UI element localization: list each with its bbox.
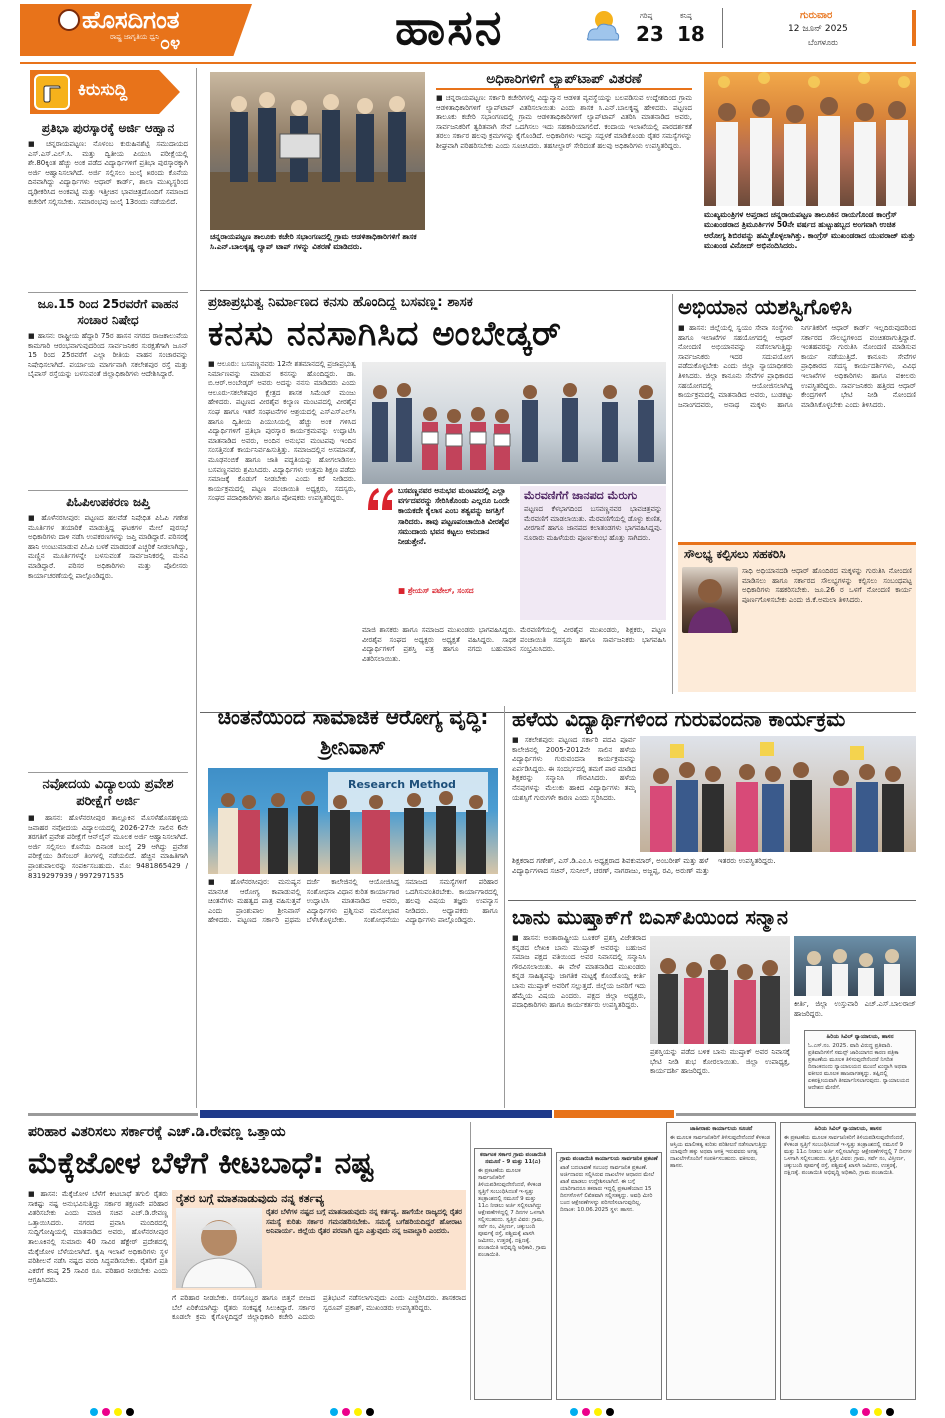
reg-dot (606, 1408, 614, 1416)
gurvandana-body: ■ ಸಕಲೇಶಪುರ: ಪಟ್ಟಣದ ಸರ್ಕಾರಿ ಪದವಿ ಪೂರ್ವ ಕಾಲೇಜಿನಲ್ಲಿ 2005-2012ನೇ ಸಾಲಿನ ಹಳೆಯ ವಿದ್ಯಾರ್ಥಿಗಳು ಗುರುವಂದನಾ ಕಾರ್ಯಕ್ರಮವನ್ನು ಏರ್ಪಡಿಸಿದ್ದರು. ಈ ಸಂದರ್ಭದಲ್ಲಿ ತಮಗೆ ಪಾಠ ಮಾಡಿದ ಶಿಕ್ಷಕರನ್ನು ಸನ್ಮಾನಿಸಿ ಗೌರವಿಸಿದರು. ಹಳೆಯ ನೆನಪುಗಳನ್ನು ಮೆಲುಕು ಹಾಕಿದ ವಿದ್ಯಾರ್ಥಿಗಳು ತಮ್ಮ ಯಶಸ್ಸಿಗೆ ಗುರುಗಳೇ ಕಾರಣ ಎಂದು ಸ್ಮರಿಸಿದರು. (512, 736, 636, 802)
brief-title: ಜೂ.15 ರಿಂದ 25ರವರೆಗೆ ವಾಹನ ಸಂಚಾರ ನಿಷೇಧ (37, 297, 179, 327)
registration-marks (330, 1408, 390, 1418)
reg-dot (874, 1408, 882, 1416)
official-photo (682, 567, 738, 633)
gurvandana-photo (640, 736, 916, 852)
ad-body: ಖಾತೆ ಬದಲಾವಣೆ ಸಂಬಂಧ ಸಾರ್ವಜನಿಕ ಪ್ರಕಟಣೆ. ಅರ್ಜಿದಾರರು ಸಲ್ಲಿಸಿರುವ ದಾಖಲೆಗಳ ಆಧಾರದ ಮೇಲೆ ಖಾತೆ ಮಾಡಲು ಉದ್ದೇಶಿಸಲಾಗಿದೆ. ಈ ಬಗ್ಗೆ ಯಾರಿಗಾದರೂ ತಕರಾರು ಇದ್ದಲ್ಲಿ ಪ್ರಕಟಣೆಯಾದ 15 ದಿನಗಳೊಳಗೆ ಲಿಖಿತವಾಗಿ ಸಲ್ಲಿಸತಕ್ಕದ್ದು. ಅವಧಿ ಮೀರಿ ಬಂದ ಆಕ್ಷೇಪಣೆಗಳನ್ನು ಪರಿಗಣಿಸಲಾಗುವುದಿಲ್ಲ. ದಿನಾಂಕ: 10.06.2025 ಸ್ಥಳ: ಹಾಸನ. (560, 1165, 655, 1213)
registration-marks (90, 1408, 150, 1418)
gurvandana-title: ಹಳೆಯ ವಿದ್ಯಾರ್ಥಿಗಳಿಂದ ಗುರುವಂದನಾ ಕಾರ್ಯಕ್ರಮ (512, 707, 846, 731)
edition-title: ಹಾಸನ (395, 0, 504, 56)
gurvandana-caption: ಶಿಕ್ಷಕರಾದ ಗಣೇಶ್, ಎಸ್.ಡಿ.ಎಂ.ಸಿ ಅಧ್ಯಕ್ಷರಾದ ಶಿವಕುಮಾರ್, ಅಂಬರೀಶ್ ಮತ್ತು ಹಳೆ ವಿದ್ಯಾರ್ಥಿಗಳಾದ ಸಚಿನ್, ಸುನೀಲ್, ಚರಣ್, ನಾಗರಾಜು, ಅಜ್ಜಪ್ಪ, ರವಿ, ಅರುಣ್ ಮತ್ತು ಇತರರು ಉಪಸ್ಥಿತರಿದ್ದರು. (512, 856, 776, 875)
band-segment (676, 1113, 916, 1116)
day-label: ಗುರುವಾರ (800, 10, 833, 21)
ad-title: ಹಿರಿಯ ಸಿವಿಲ್ ನ್ಯಾಯಾಲಯ, ಹಾಸನ (826, 1034, 894, 1040)
brief-body: ■ ಹಾಸನ: ಹೊಳೆನರಸೀಪುರ ತಾಲ್ಲೂಕಿನ ಮೊಸಳೆಹೊಸಹಳ್ಳಿಯ ಜವಾಹರ ನವೋದಯ ವಿದ್ಯಾಲಯದಲ್ಲಿ 2026-27ನೇ ಸಾಲಿನ 6ನೇ ತರಗತಿಗೆ ಪ್ರವೇಶ ಪರೀಕ್ಷೆಗೆ ಆನ್‌ಲೈನ್ ಮೂಲಕ ಅರ್ಜಿ ಆಹ್ವಾನಿಸಲಾಗಿದೆ. ಅರ್ಜಿ ಸಲ್ಲಿಸಲು ಕೊನೆಯ ದಿನಾಂಕ ಜುಲೈ 29 ಆಗಿದ್ದು ಪ್ರವೇಶ ಪರೀಕ್ಷೆಯು ಡಿಸೆಂಬರ್ ತಿಂಗಳಲ್ಲಿ ನಡೆಯಲಿದೆ. ಹೆಚ್ಚಿನ ಮಾಹಿತಿಗಾಗಿ ಪ್ರಾಂಶುಪಾಲರನ್ನು ಸಂಪರ್ಕಿಸಬಹುದು. ಮೊ: 9481865429 / 8319297939 / 9972971535 (28, 814, 188, 880)
temp-min: 18 (677, 22, 705, 46)
band-segment (28, 1113, 198, 1116)
reg-dot (330, 1408, 338, 1416)
temp-max-label: ಗರಿಷ್ಠ (640, 12, 653, 20)
birthday-photo (704, 72, 916, 206)
reg-dot (90, 1408, 98, 1416)
abhiyana-box (678, 542, 916, 692)
revanna-body: ■ ಹಾಸನ: ಮೆಕ್ಕೆಜೋಳ ಬೆಳೆಗೆ ಕೀಟಬಾಧೆ ತಗುಲಿ ರೈತರು ಸಾಕಷ್ಟು ನಷ್ಟ ಅನುಭವಿಸುತ್ತಿದ್ದು ಸರ್ಕಾರ ತಕ್ಷಣವೇ ಪರಿಹಾರ ವಿತರಿಸಬೇಕು ಎಂದು ಮಾಜಿ ಸಚಿವ ಎಚ್.ಡಿ.ರೇವಣ್ಣ ಒತ್ತಾಯಿಸಿದರು. ನಗರದ ಪ್ರವಾಸಿ ಮಂದಿರದಲ್ಲಿ ಸುದ್ದಿಗೋಷ್ಠಿಯಲ್ಲಿ ಮಾತನಾಡಿದ ಅವರು, ಹೊಳೆನರಸೀಪುರ ತಾಲೂಕಿನಲ್ಲಿ ಸುಮಾರು 40 ಸಾವಿರ ಹೆಕ್ಟೇರ್ ಪ್ರದೇಶದಲ್ಲಿ ಮೆಕ್ಕೆಜೋಳ ಬೆಳೆಯಲಾಗಿದೆ. ಕೃಷಿ ಇಲಾಖೆ ಅಧಿಕಾರಿಗಳು ಸ್ಥಳ ಪರಿಶೀಲನೆ ನಡೆಸಿ ನಷ್ಟದ ವರದಿ ಸಿದ್ಧಪಡಿಸಬೇಕು. ರೈತರಿಗೆ ಪ್ರತಿ ಎಕರೆಗೆ ಕನಿಷ್ಠ 25 ಸಾವಿರ ರೂ. ಪರಿಹಾರ ನೀಡಬೇಕು ಎಂದು ಆಗ್ರಹಿಸಿದರು. (28, 1190, 168, 1285)
banu-body-2: ಪ್ರಶಸ್ತಿಯನ್ನು ಪಡೆದ ಬಳಿಕ ಬಾನು ಮುಷ್ತಾಕ್ ಅವರ ನಿವಾಸಕ್ಕೆ ಭೇಟಿ ನೀಡಿ ಶುಭ ಕೋರಲಾಯಿತು. ಜಿಲ್ಲಾ ಉಪಾಧ್ಯಕ್ಷ, ಕಾರ್ಯದರ್ಶಿ ಹಾಜರಿದ್ದರು. (650, 1048, 790, 1076)
brief-1 (28, 120, 188, 294)
reg-dot (126, 1408, 134, 1416)
brief-3 (28, 494, 188, 774)
classified-ad (474, 1148, 552, 1400)
reg-dot (354, 1408, 362, 1416)
classified-ad (556, 1152, 662, 1400)
ad-body: ಈ ಮೂಲಕ ಸಾರ್ವಜನಿಕರಿಗೆ ತಿಳಿಸುವುದೇನೆಂದರೆ ಕೆಳಕಂಡ ಆಸ್ತಿಯ ಮಾಲೀಕತ್ವ ಕುರಿತು ಪರಿಶೀಲನೆ ನಡೆಸಲಾಗುತ್ತಿದ್ದು ಯಾವುದೇ ಹಕ್ಕು ಅಥವಾ ಆಸಕ್ತಿ ಇರುವವರು ಅಗತ್ಯ ದಾಖಲೆಗಳೊಂದಿಗೆ ಸಂಪರ್ಕಿಸಬಹುದು. ವಕೀಲರು, ಹಾಸನ. (670, 1135, 771, 1169)
column-rule (672, 294, 673, 694)
band-segment (554, 1110, 674, 1118)
revanna-body-2: ಗೆ ಪರಿಹಾರ ನೀಡಬೇಕು. ರಸಗೊಬ್ಬರ ಹಾಗೂ ಬಿತ್ತನೆ ಬೀಜದ ಬೆಲೆ ಏರಿಕೆಯಾಗಿದ್ದು ರೈತರು ಸಂಕಷ್ಟಕ್ಕೆ ಸಿಲುಕಿದ್ದಾರೆ. ಸರ್ಕಾರ ಕೂಡಲೇ ಕ್ರಮ ಕೈಗೊಳ್ಳದಿದ್ದರೆ ಜಿಲ್ಲಾಧಿಕಾರಿ ಕಚೇರಿ ಎದುರು ಪ್ರತಿಭಟನೆ ನಡೆಸಲಾಗುವುದು ಎಂದು ಎಚ್ಚರಿಸಿದರು. ಶಾಸಕರಾದ ಸ್ವರೂಪ್ ಪ್ರಕಾಶ್, ಮುಖಂಡರು ಉಪಸ್ಥಿತರಿದ್ದರು. (172, 1294, 466, 1322)
page-number: ೦೪ (160, 33, 181, 54)
abhiyana-body: ■ ಹಾಸನ: ಜಿಲ್ಲೆಯಲ್ಲಿ ಸ್ವಯಂ ಸೇವಾ ಸಂಸ್ಥೆಗಳು ಹಾಗೂ ಇಲಾಖೆಗಳ ಸಹಯೋಗದಲ್ಲಿ ಆಧಾರ್ ನೋಂದಣಿ ಅಭಿಯಾನವನ್ನು ನಡೆಸಲಾಗುತ್ತಿದ್ದು ಸಾರ್ವಜನಿಕರು ಇದರ ಸದುಪಯೋಗ ಪಡೆದುಕೊಳ್ಳಬೇಕು ಎಂದು ಜಿಲ್ಲಾ ನ್ಯಾಯಾಧೀಶರು ತಿಳಿಸಿದರು. ಜಿಲ್ಲಾ ಕಾನೂನು ಸೇವೆಗಳ ಪ್ರಾಧಿಕಾರದ ಸಹಯೋಗದಲ್ಲಿ ಆಯೋಜಿಸಲಾಗಿದ್ದ ಕಾರ್ಯಕ್ರಮದಲ್ಲಿ ಮಾತನಾಡಿದ ಅವರು, ಬುಡಕಟ್ಟು ಜನಾಂಗದವರು, ಅನಾಥ ಮಕ್ಕಳು ಹಾಗೂ ನಿರ್ಗತಿಕರಿಗೆ ಆಧಾರ್ ಕಾರ್ಡ್ ಇಲ್ಲದಿರುವುದರಿಂದ ಸರ್ಕಾರದ ಸೌಲಭ್ಯಗಳಿಂದ ವಂಚಿತರಾಗುತ್ತಿದ್ದಾರೆ. ಇಂತಹವರನ್ನು ಗುರುತಿಸಿ ನೋಂದಣಿ ಮಾಡಿಸುವ ಕಾರ್ಯ ನಡೆಯುತ್ತಿದೆ. ಕಾನೂನು ಸೇವೆಗಳ ಪ್ರಾಧಿಕಾರದ ಸದಸ್ಯ ಕಾರ್ಯದರ್ಶಿಗಳು, ವಿವಿಧ ಇಲಾಖೆಗಳ ಅಧಿಕಾರಿಗಳು ಹಾಗೂ ವಕೀಲರು ಉಪಸ್ಥಿತರಿದ್ದರು. ಸಾರ್ವಜನಿಕರು ಹತ್ತಿರದ ಆಧಾರ್ ಕೇಂದ್ರಗಳಿಗೆ ಭೇಟಿ ನೀಡಿ ನೋಂದಣಿ ಮಾಡಿಸಿಕೊಳ್ಳಬೇಕು ಎಂದು ತಿಳಿಸಿದರು. (678, 324, 916, 409)
brief-body: ■ ಹಾಸನ: ರಾಷ್ಟ್ರೀಯ ಹೆದ್ದಾರಿ 75ರ ಹಾಸನ ನಗರದ ರಾಜಕಾಲುವೆಯ ಕಾಮಗಾರಿ ಆರಂಭವಾಗುವುದರಿಂದ ಸಾರ್ವಜನಿಕರ ಸುರಕ್ಷತೆಗಾಗಿ ಜೂನ್ 15 ರಿಂದ 25ರವರೆಗೆ ಎಲ್ಲಾ ರೀತಿಯ ವಾಹನ ಸಂಚಾರವನ್ನು ನಿಷೇಧಿಸಲಾಗಿದೆ. ಪರ್ಯಾಯ ಮಾರ್ಗವಾಗಿ ಸಕಲೇಶಪುರ ರಸ್ತೆ ಮತ್ತು ಬೈಪಾಸ್ ರಸ್ತೆಯನ್ನು ಬಳಸುವಂತೆ ಜಿಲ್ಲಾಧಿಕಾರಿಗಳು ಆದೇಶಿಸಿದ್ದಾರೆ. (28, 332, 188, 379)
revanna-quote-box (172, 1190, 466, 1290)
bottom-band (28, 1110, 916, 1118)
sidebar-body: ಪಟ್ಟಣದ ಕೆಳಭಾಗದಿಂದ ಬಸವಣ್ಣನವರ ಭಾವಚಿತ್ರವನ್ನು ಮೆರವಣಿಗೆ ಮಾಡಲಾಯಿತು. ಮೆರವಣಿಗೆಯಲ್ಲಿ ಡೊಳ್ಳು ಕುಣಿತ, ವೀರಗಾಸೆ ಹಾಗೂ ಜಾನಪದ ಕಲಾತಂಡಗಳು ಭಾಗವಹಿಸಿದ್ದವು. ನೂರಾರು ಮಹಿಳೆಯರು ಪೂರ್ಣಕುಂಭ ಹೊತ್ತು ಸಾಗಿದರು. (524, 505, 662, 542)
ambedkar-body-col1: ■ ಆಲೂರು: ಬಸವಣ್ಣನವರು 12ನೇ ಶತಮಾನದಲ್ಲಿ ಪ್ರಜಾಪ್ರಭುತ್ವ ನಿರ್ಮಾಣವನ್ನು ಮಾಡುವ ಕನಸನ್ನು ಹೊಂದಿದ್ದರು. ಡಾ. ಬಿ.ಆರ್.ಅಂಬೇಡ್ಕರ್ ಅವರು ಅದನ್ನು ನನಸು ಮಾಡಿದರು ಎಂದು ಆಲೂರು-ಸಕಲೇಶಪುರ ಕ್ಷೇತ್ರದ ಶಾಸಕ ಸಿಮೆಂಟ್ ಮಂಜು ಹೇಳಿದರು. ಪಟ್ಟಣದ ವೀರಶೈವ ಕಲ್ಯಾಣ ಮಂಟಪದಲ್ಲಿ ವೀರಶೈವ ಸಂಘ ಹಾಗೂ ಇತರೆ ಸಂಘಟನೆಗಳ ಆಶ್ರಯದಲ್ಲಿ ಎಸ್‌ಎಸ್‌ಎಲ್‌ಸಿ ಹಾಗೂ ದ್ವಿತೀಯ ಪಿಯುಸಿಯಲ್ಲಿ ಹೆಚ್ಚು ಅಂಕ ಗಳಿಸಿದ ವಿದ್ಯಾರ್ಥಿಗಳಿಗೆ ಪ್ರತಿಭಾ ಪುರಸ್ಕಾರ ಕಾರ್ಯಕ್ರಮವನ್ನು ಉದ್ಘಾಟಿಸಿ ಮಾತನಾಡಿದ ಅವರು, ಅಂದಿನ ಅನುಭವ ಮಂಟಪವು ಇಂದಿನ ಸಂಸತ್ತಿನಂತೆ ಕಾರ್ಯನಿರ್ವಹಿಸುತ್ತಿತ್ತು. ಸಮಾಜದಲ್ಲಿನ ಅಸಮಾನತೆ, ಮೂಢನಂಬಿಕೆ ಹಾಗೂ ಜಾತಿ ಪದ್ಧತಿಯನ್ನು ಹೋಗಲಾಡಿಸಲು ಬಸವಣ್ಣನವರು ಶ್ರಮಿಸಿದರು. ವಿದ್ಯಾರ್ಥಿಗಳು ಉತ್ತಮ ಶಿಕ್ಷಣ ಪಡೆದು ಸಮಾಜಕ್ಕೆ ಕೊಡುಗೆ ನೀಡಬೇಕು ಎಂದು ಕರೆ ನೀಡಿದರು. ಕಾರ್ಯಕ್ರಮದಲ್ಲಿ ಪಟ್ಟಣ ಪಂಚಾಯಿತಿ ಅಧ್ಯಕ್ಷರು, ಸದಸ್ಯರು, ಸಂಘದ ಪದಾಧಿಕಾರಿಗಳು ಹಾಗೂ ಪೋಷಕರು ಉಪಸ್ಥಿತರಿದ್ದರು. (208, 360, 356, 503)
ad-body: ಓ.ಎಸ್.ನಂ. 2025. ವಾದಿ ವಿರುದ್ಧ ಪ್ರತಿವಾದಿ. ಪ್ರತಿವಾದಿಗಳಿಗೆ ಸಮನ್ಸ್ ಜಾರಿಯಾಗದ ಕಾರಣ ಪತ್ರಿಕಾ ಪ್ರಕಟಣೆಯ ಮೂಲಕ ತಿಳಿಸುವುದೇನೆಂದರೆ ನಿಗದಿತ ದಿನಾಂಕದಂದು ನ್ಯಾಯಾಲಯದ ಮುಂದೆ ಖುದ್ದಾಗಿ ಅಥವಾ ವಕೀಲರ ಮೂಲಕ ಹಾಜರಾಗತಕ್ಕದ್ದು. ತಪ್ಪಿದಲ್ಲಿ ಏಕಪಕ್ಷೀಯವಾಗಿ ತೀರ್ಮಾನಿಸಲಾಗುವುದು. ನ್ಯಾಯಾಲಯದ ಆದೇಶದ ಮೇರೆಗೆ. (808, 1043, 910, 1091)
divider (200, 290, 916, 291)
brief-body: ■ ಹೊಳೆನರಸೀಪುರ: ಪಟ್ಟಣದ ಹಲವೆಡೆ ನಿಷೇಧಿತ ಪಿಓಪಿ ಗಣೇಶ ಮೂರ್ತಿಗಳ ತಯಾರಿಕೆ ಮಾಡುತ್ತಿದ್ದ ಘಟಕಗಳ ಮೇಲೆ ಪುರಸಭೆ ಅಧಿಕಾರಿಗಳು ದಾಳಿ ನಡೆಸಿ ಉಪಕರಣಗಳನ್ನು ಜಪ್ತಿ ಮಾಡಿದ್ದಾರೆ. ಪರಿಸರಕ್ಕೆ ಹಾನಿ ಉಂಟುಮಾಡುವ ಪಿಓಪಿ ಬಳಕೆ ಮಾಡದಂತೆ ಎಚ್ಚರಿಕೆ ನೀಡಲಾಗಿದ್ದು, ಮಣ್ಣಿನ ಮೂರ್ತಿಗಳನ್ನೇ ಬಳಸುವಂತೆ ಸಾರ್ವಜನಿಕರಲ್ಲಿ ಮನವಿ ಮಾಡಿದ್ದಾರೆ. ಪರಿಸರ ಅಧಿಕಾರಿಗಳು ಮತ್ತು ಪೊಲೀಸರು ಕಾರ್ಯಾಚರಣೆಯಲ್ಲಿ ಪಾಲ್ಗೊಂಡಿದ್ದರು. (28, 514, 188, 580)
hand-icon (34, 74, 70, 110)
brand-tagline: ರಾಷ್ಟ್ರ ಜಾಗೃತಿಯ ಧ್ವನಿ (110, 33, 160, 41)
temp-max: 23 (636, 22, 664, 46)
reg-dot (570, 1408, 578, 1416)
temp-min-label: ಕನಿಷ್ಠ (680, 12, 692, 20)
divider (28, 490, 188, 491)
quote-icon (366, 486, 396, 512)
banu-photo (650, 936, 790, 1044)
ambedkar-headline: ಕನಸು ನನಸಾಗಿಸಿದ ಅಂಬೇಡ್ಕರ್ (208, 314, 562, 354)
reg-dot (582, 1408, 590, 1416)
registration-marks (850, 1408, 910, 1418)
quote-title: ರೈತರ ಬಗ್ಗೆ ಮಾತನಾಡುವುದು ನನ್ನ ಕರ್ತವ್ಯ (176, 1192, 324, 1205)
banu-body-3: ಕೀರ್ತಿ, ಜಿಲ್ಲಾ ಉಸ್ತುವಾರಿ ಎಚ್.ಎಸ್.ಬಾಲರಾಜ್ ಹಾಜರಿದ್ದರು. (794, 1000, 916, 1018)
divider (28, 772, 188, 773)
ambedkar-photo (362, 362, 666, 484)
brief-title: ಪ್ರತಿಭಾ ಪುರಸ್ಕಾರಕ್ಕೆ ಅರ್ಜಿ ಆಹ್ವಾನ (41, 121, 175, 135)
reg-dot (366, 1408, 374, 1416)
legal-ad (804, 1030, 916, 1108)
reg-dot (114, 1408, 122, 1416)
quote-body: ರೈತರ ಬೆಳೆಗಳ ನಷ್ಟದ ಬಗ್ಗೆ ಮಾತನಾಡುವುದು ನನ್ನ ಕರ್ತವ್ಯ. ಹಾಗೆಯೇ ರಾಜ್ಯದಲ್ಲಿ ರೈತರ ಸಮಸ್ಯೆ ಕುರಿತು ಸರ್ಕಾರ ಗಮನಹರಿಸಬೇಕು. ಸಮಸ್ಯೆ ಬಗೆಹರಿಯದಿದ್ದರೆ ಹೋರಾಟ ಅನಿವಾರ್ಯ. ಜಿಲ್ಲೆಯ ರೈತರ ಪರವಾಗಿ ಧ್ವನಿ ಎತ್ತುವುದು ನನ್ನ ಜವಾಬ್ದಾರಿ ಎಂದರು. (266, 1208, 462, 1236)
reg-dot (594, 1408, 602, 1416)
reg-dot (102, 1408, 110, 1416)
revanna-kicker: ಪರಿಹಾರ ವಿತರಿಸಲು ಸರ್ಕಾರಕ್ಕೆ ಎಚ್.ಡಿ.ರೇವಣ್ಣ ಒತ್ತಾಯ (28, 1124, 286, 1140)
chintane-banner-text: Research Method (348, 778, 456, 791)
classified-ad (666, 1122, 776, 1400)
reg-dot (886, 1408, 894, 1416)
classified-ad (780, 1122, 916, 1400)
masthead-rule (20, 62, 916, 64)
banu-body: ■ ಹಾಸನ: ಅಂತಾರಾಷ್ಟ್ರೀಯ ಬೂಕರ್ ಪ್ರಶಸ್ತಿ ವಿಜೇತರಾದ ಕನ್ನಡದ ಲೇಖಕಿ ಬಾನು ಮುಷ್ತಾಕ್ ಅವರನ್ನು ಬಹುಜನ ಸಮಾಜ ಪಕ್ಷದ ವತಿಯಿಂದ ಅವರ ನಿವಾಸದಲ್ಲಿ ಸನ್ಮಾನಿಸಿ ಗೌರವಿಸಲಾಯಿತು. ಈ ವೇಳೆ ಮಾತನಾಡಿದ ಮುಖಂಡರು ಕನ್ನಡ ಸಾಹಿತ್ಯವನ್ನು ಜಾಗತಿಕ ಮಟ್ಟಕ್ಕೆ ಕೊಂಡೊಯ್ದ ಕೀರ್ತಿ ಬಾನು ಮುಷ್ತಾಕ್ ಅವರಿಗೆ ಸಲ್ಲುತ್ತದೆ. ಜಿಲ್ಲೆಯ ಜನರಿಗೆ ಇದು ಹೆಮ್ಮೆಯ ವಿಷಯ ಎಂದರು. ಪಕ್ಷದ ಜಿಲ್ಲಾ ಅಧ್ಯಕ್ಷರು, ಪದಾಧಿಕಾರಿಗಳು ಹಾಗೂ ಕಾರ್ಯಕರ್ತರು ಉಪಸ್ಥಿತರಿದ್ದರು. (512, 934, 646, 1010)
brief-title: ನವೋದಯ ವಿದ್ಯಾಲಯ ಪ್ರವೇಶ ಪರೀಕ್ಷೆಗೆ ಅರ್ಜಿ (42, 777, 174, 809)
quote-text: ಬಸವಣ್ಣನವರ ಅನುಭವ ಮಂಟಪದಲ್ಲಿ ಎಲ್ಲಾ ವರ್ಗದವರನ್ನು ಸೇರಿಸಿಕೊಂಡು ಎಲ್ಲರೂ ಒಂದೇ ಕಾಯಕದೇ ಕೈಲಾಸ ಎಂಬ ತತ್ವವನ್ನು ಜಗತ್ತಿಗೆ ಸಾರಿದರು. ತಾವು ಪಟ್ಟಣಪಂಚಾಯಿತಿ ವೀರಶೈವ ಸಮುದಾಯ ಭವನ ಕಟ್ಟಲು ಅನುದಾನ ನೀಡುತ್ತೇನೆ. (398, 486, 510, 547)
reg-dot (850, 1408, 858, 1416)
brief-title: ಪಿಓಪಿಉಪಕರಣ ಜಪ್ತಿ (66, 495, 150, 509)
chintane-body: ■ ಹೊಳೆನರಸೀಪುರ: ಮನುಷ್ಯನ ಮಾನಸಿಕ ಆರೋಗ್ಯ ಕಾಪಾಡುವಲ್ಲಿ ಚಿಂತನೆಗಳು ಮಹತ್ವದ ಪಾತ್ರ ವಹಿಸುತ್ತವೆ ಎಂದು ಪ್ರಾಂಶುಪಾಲ ಶ್ರೀನಿವಾಸ್ ಹೇಳಿದರು. ಪಟ್ಟಣದ ಸರ್ಕಾರಿ ಪ್ರಥಮ ದರ್ಜೆ ಕಾಲೇಜಿನಲ್ಲಿ ಆಯೋಜಿಸಿದ್ದ ಸಂಶೋಧನಾ ವಿಧಾನ ಕುರಿತ ಕಾರ್ಯಾಗಾರ ಉದ್ಘಾಟಿಸಿ ಮಾತನಾಡಿದ ಅವರು, ವಿದ್ಯಾರ್ಥಿಗಳು ಪ್ರಶ್ನಿಸುವ ಮನೋಭಾವ ಬೆಳೆಸಿಕೊಳ್ಳಬೇಕು. ಸಂಶೋಧನೆಯು ಸಮಾಜದ ಸಮಸ್ಯೆಗಳಿಗೆ ಪರಿಹಾರ ಒದಗಿಸುವಂತಿರಬೇಕು. ಕಾರ್ಯಾಗಾರದಲ್ಲಿ ಹಲವು ವಿಷಯ ತಜ್ಞರು ಉಪನ್ಯಾಸ ನೀಡಿದರು. ಅಧ್ಯಾಪಕರು ಹಾಗೂ ವಿದ್ಯಾರ್ಥಿಗಳು ಪಾಲ್ಗೊಂಡಿದ್ದರು. (208, 878, 498, 925)
column-rule (504, 706, 505, 1108)
revanna-headline: ಮೆಕ್ಕೆಜೋಳ ಬೆಳೆಗೆ ಕೀಟಬಾಧೆ: ನಷ್ಟ (28, 1146, 374, 1181)
column-rule (470, 1122, 471, 1400)
weather-icon (582, 6, 622, 46)
masthead-divider (722, 8, 723, 48)
kiru-label: ಕಿರುಸುದ್ದಿ (78, 80, 128, 100)
ambedkar-body-col2: ಮಾಜಿ ಶಾಸಕರು ಹಾಗೂ ಸಮಾಜದ ಮುಖಂಡರು ಭಾಗವಹಿಸಿದ್ದರು. ವೀರಶೈವ ಸಂಘದ ಅಧ್ಯಕ್ಷರು ಅಧ್ಯಕ್ಷತೆ ವಹಿಸಿದ್ದರು. ಸಾಧಕ ವಿದ್ಯಾರ್ಥಿಗಳಿಗೆ ಪ್ರಶಸ್ತಿ ಪತ್ರ ಹಾಗೂ ನಗದು ಬಹುಮಾನ ವಿತರಿಸಲಾಯಿತು. (362, 626, 516, 663)
reg-dot (342, 1408, 350, 1416)
city-label: ಬೆಂಗಳೂರು (808, 38, 838, 47)
reg-dot (862, 1408, 870, 1416)
quote-attribution: ■ ಶ್ರೇಯಸ್ ಪಟೇಲ್, ಸಂಸದ (398, 586, 474, 595)
laptop-photo (210, 72, 425, 230)
divider (28, 292, 188, 293)
box-body: ಸಾಧಿ ಅಧಿಯಾನದಡಿ ಆಧಾರ್ ಹೊಂದಿರದ ಮಕ್ಕಳನ್ನು ಗುರುತಿಸಿ ನೋಂದಣಿ ಮಾಡಿಸಲು ಹಾಗೂ ಸರ್ಕಾರದ ಸೌಲಭ್ಯಗಳನ್ನು ಕಲ್ಪಿಸಲು ಸಂಬಂಧಪಟ್ಟ ಅಧಿಕಾರಿಗಳು ಸಹಕರಿಸಬೇಕು. ಜೂ.26 ರ ಒಳಗೆ ನೋಂದಣಿ ಕಾರ್ಯ ಪೂರ್ಣಗೊಳಿಸಬೇಕು ಎಂದು ಜಿ.ಕೆ.ಅಮಲಾ ತಿಳಿಸಿದರು. (742, 567, 912, 604)
brand-name: ಹೊಸದಿಗಂತ (82, 6, 180, 34)
ad-title: ಹಿರಿಯ ಸಿವಿಲ್ ನ್ಯಾಯಾಲಯ, ಹಾಸನ (814, 1126, 882, 1132)
divider (508, 900, 916, 901)
date-label: 12 ಜೂನ್ 2025 (788, 24, 848, 34)
ambedkar-body-col3: ಮೆರವಣಿಗೆಯಲ್ಲಿ ವೀರಶೈವ ಮುಖಂಡರು, ಶಿಕ್ಷಕರು, ಪಟ್ಟಣ ಪಂಚಾಯಿತಿ ಸದಸ್ಯರು ಹಾಗೂ ಸಾರ್ವಜನಿಕರು ಭಾಗವಹಿಸಿ ಸಂಭ್ರಮಿಸಿದರು. (520, 626, 666, 654)
chintane-photo (208, 768, 498, 874)
ambedkar-sidebar (520, 486, 666, 620)
laptop-body: ■ ಚನ್ನರಾಯಪಟ್ಟಣ: ಸರ್ಕಾರಿ ಕಚೇರಿಗಳಲ್ಲಿ ವಿದ್ಯುನ್ಮಾನ ಆಡಳಿತ ವ್ಯವಸ್ಥೆಯನ್ನು ಬಲಪಡಿಸುವ ಉದ್ದೇಶದಿಂದ ಗ್ರಾಮ ಆಡಳಿತಾಧಿಕಾರಿಗಳಿಗೆ ಲ್ಯಾಪ್‌ಟಾಪ್ ವಿತರಿಸಲಾಯಿತು ಎಂದು ಶಾಸಕ ಸಿ.ಎನ್.ಬಾಲಕೃಷ್ಣ ಹೇಳಿದರು. ಪಟ್ಟಣದ ತಾಲೂಕು ಕಚೇರಿ ಸಭಾಂಗಣದಲ್ಲಿ ಗ್ರಾಮ ಆಡಳಿತಾಧಿಕಾರಿಗಳಿಗೆ ಲ್ಯಾಪ್‌ಟಾಪ್ ವಿತರಿಸಿ ಮಾತನಾಡಿದ ಅವರು, ಸಾರ್ವಜನಿಕರಿಗೆ ತ್ವರಿತವಾಗಿ ಸೇವೆ ಒದಗಿಸಲು ಇದು ಸಹಕಾರಿಯಾಗಲಿದೆ. ಕಂದಾಯ ಇಲಾಖೆಯಲ್ಲಿ ಪಾರದರ್ಶಕತೆ ತರಲು ಸರ್ಕಾರ ಹಲವು ಕ್ರಮಗಳನ್ನು ಕೈಗೊಂಡಿದೆ. ಅಧಿಕಾರಿಗಳು ಇದನ್ನು ಸದ್ಬಳಕೆ ಮಾಡಿಕೊಂಡು ರೈತರ ಸಮಸ್ಯೆಗಳನ್ನು ಶೀಘ್ರವಾಗಿ ಪರಿಹರಿಸಬೇಕು ಎಂದು ಸೂಚಿಸಿದರು. ತಹಸೀಲ್ದಾರ್ ಸೇರಿದಂತೆ ಹಲವು ಅಧಿಕಾರಿಗಳು ಉಪಸ್ಥಿತರಿದ್ದರು. (436, 94, 692, 150)
ad-body: ಈ ಪ್ರಕಟಣೆಯ ಮೂಲಕ ಸಾರ್ವಜನಿಕರಿಗೆ ತಿಳಿಯಪಡಿಸುವುದೇನೆಂದರೆ, ಕೆಳಕಂಡ ಸ್ವತ್ತಿಗೆ ಸಂಬಂಧಿಸಿದಂತೆ ಇ-ಸ್ವತ್ತು ತಂತ್ರಾಂಶದಲ್ಲಿ ನಮೂನೆ 9 ಮತ್ತು 11ಎ ನೀಡಲು ಅರ್ಜಿ ಸಲ್ಲಿಸಲಾಗಿದ್ದು ಆಕ್ಷೇಪಣೆಗಳಿದ್ದಲ್ಲಿ 7 ದಿನಗಳ ಒಳಗಾಗಿ ಸಲ್ಲಿಸಬಹುದು. ಸ್ವತ್ತಿನ ವಿವರ: ಗ್ರಾಮ, ಸರ್ವೆ ನಂ, ವಿಸ್ತೀರ್ಣ, ಚಕ್ಕುಬಂದಿ ಪೂರ್ವಕ್ಕೆ ರಸ್ತೆ, ಪಶ್ಚಿಮಕ್ಕೆ ಖಾಸಗಿ ಜಮೀನು, ಉತ್ತರಕ್ಕೆ, ದಕ್ಷಿಣಕ್ಕೆ. ಪಂಚಾಯಿತಿ ಅಭಿವೃದ್ಧಿ ಅಧಿಕಾರಿ, ಗ್ರಾಮ ಪಂಚಾಯಿತಿ. (478, 1168, 547, 1258)
brief-2 (28, 296, 188, 512)
masthead-right-bar (912, 10, 916, 46)
birthday-caption: ಮುಖ್ಯಮಂತ್ರಿಗಳ ಅಪ್ತರಾದ ಚನ್ನರಾಯಪಟ್ಟಣ ತಾಲೂಕಿನ ರಾಯಗೊಂಡ ಕಾಂಗ್ರೆಸ್ ಮುಖಂಡರಾದ ತ್ರಿಮೂರ್ತಿಗಳ 50ನೇ ವರ್ಷದ ಹುಟ್ಟುಹಬ್ಬದ ಅಂಗವಾಗಿ ಉಚಿತ ಆರೋಗ್ಯ ಶಿಬಿರವನ್ನು ಹಮ್ಮಿಕೊಳ್ಳಲಾಗಿತ್ತು. ಕಾಂಗ್ರೆಸ್ ಮುಖಂಡರಾದ ಯುವರಾಜ್ ಮತ್ತು ಮುಖಂಡ ವಿನೋದ್ ಅಭಿನಂದಿಸಿದರು. (704, 210, 916, 251)
sidebar-title: ಮೆರವಣಿಗೆಗೆ ಜಾನಪದ ಮೆರುಗು (524, 489, 638, 502)
banu-title: ಬಾನು ಮುಷ್ತಾಕ್‌ಗೆ ಬಿಎಸ್‌ಪಿಯಿಂದ ಸನ್ಮಾನ (512, 905, 789, 929)
revanna-photo (176, 1208, 262, 1288)
masthead (0, 0, 945, 62)
laptop-photo-caption: ಚನ್ನರಾಯಪಟ್ಟಣ ತಾಲೂಕು ಕಚೇರಿ ಸಭಾಂಗಣದಲ್ಲಿ ಗ್ರಾಮ ಆಡಳಿತಾಧಿಕಾರಿಗಳಿಗೆ ಶಾಸಕ ಸಿ.ಎನ್.ಬಾಲಕೃಷ್ಣ ಲ್ಯಾಪ್ ಟಾಪ್ ಗಳನ್ನು ವಿತರಣೆ ಮಾಡಿದರು. (210, 232, 417, 252)
ad-title: ಕರ್ನಾಟಕ ಸರ್ಕಾರ ಗ್ರಾಮ ಪಂಚಾಯಿತಿ ನಮೂನೆ - 9 ಮತ್ತು 11(ಎ) (479, 1152, 547, 1165)
laptop-title: ಅಧಿಕಾರಿಗಳಿಗೆ ಲ್ಯಾಪ್‌ಟಾಪ್ ವಿತರಣೆ (486, 71, 642, 87)
brief-body: ■ ಚನ್ನರಾಯಪಟ್ಟಣ: ನೊಳಂಬ ಕುರುಹಿನಶೆಟ್ಟಿ ಸಮುದಾಯದ ಎಸ್.ಎಸ್.ಎಲ್.ಸಿ. ಮತ್ತು ದ್ವಿತೀಯ ಪಿಯುಸಿ ಪರೀಕ್ಷೆಯಲ್ಲಿ ಶೇ.80ಕ್ಕಿಂತ ಹೆಚ್ಚು ಅಂಕ ಪಡೆದ ವಿದ್ಯಾರ್ಥಿಗಳಿಗೆ ಪ್ರತಿಭಾ ಪುರಸ್ಕಾರಕ್ಕಾಗಿ ಅರ್ಜಿ ಆಹ್ವಾನಿಸಲಾಗಿದೆ. ಅರ್ಜಿ ಸಲ್ಲಿಸಲು ಜುಲೈ ೫ರಂದು ಕೊನೆಯ ದಿನವಾಗಿದ್ದು ವಿದ್ಯಾರ್ಥಿಗಳು ಆಧಾರ್ ಕಾರ್ಡ್, ಶಾಲಾ ಮುಖ್ಯಸ್ಥರಿಂದ ದೃಢೀಕರಿಸಿದ ಅಂಕಪಟ್ಟಿ ಮತ್ತು ಇತ್ತೀಚಿನ ಭಾವಚಿತ್ರದೊಂದಿಗೆ ಸಮಾಜದ ಕಚೇರಿಗೆ ಸಲ್ಲಿಸಬೇಕು. ಸಮಾರಂಭವು ಜುಲೈ 13ರಂದು ನಡೆಯಲಿದೆ. (28, 140, 188, 206)
logo-icon (58, 9, 80, 31)
chintane-title: ಚಿಂತನೆಯಿಂದ ಸಾಮಾಜಿಕ ಆರೋಗ್ಯ ವೃದ್ಧಿ: ಶ್ರೀನಿವಾಸ್ (217, 705, 489, 759)
ambedkar-kicker: ಪ್ರಜಾಪ್ರಭುತ್ವ ನಿರ್ಮಾಣದ ಕನಸು ಹೊಂದಿದ್ದ ಬಸವಣ್ಣ: ಶಾಸಕ (208, 294, 473, 310)
ambedkar-quote-box (362, 486, 516, 620)
band-segment (200, 1110, 552, 1118)
brief-4 (28, 776, 188, 1114)
ad-title: ಗ್ರಾಮ ಪಂಚಾಯಿತಿ ಕಾರ್ಯಾಲಯ ಸಾರ್ವಜನಿಕ ಪ್ರಕಟಣೆ (560, 1156, 658, 1162)
ad-body: ಈ ಪ್ರಕಟಣೆಯ ಮೂಲಕ ಸಾರ್ವಜನಿಕರಿಗೆ ತಿಳಿಯಪಡಿಸುವುದೇನೆಂದರೆ, ಕೆಳಕಂಡ ಸ್ವತ್ತಿಗೆ ಸಂಬಂಧಿಸಿದಂತೆ ಇ-ಸ್ವತ್ತು ತಂತ್ರಾಂಶದಲ್ಲಿ ನಮೂನೆ 9 ಮತ್ತು 11ಎ ನೀಡಲು ಅರ್ಜಿ ಸಲ್ಲಿಸಲಾಗಿದ್ದು ಆಕ್ಷೇಪಣೆಗಳಿದ್ದಲ್ಲಿ 7 ದಿನಗಳ ಒಳಗಾಗಿ ಸಲ್ಲಿಸಬಹುದು. ಸ್ವತ್ತಿನ ವಿವರ: ಗ್ರಾಮ, ಸರ್ವೆ ನಂ, ವಿಸ್ತೀರ್ಣ, ಚಕ್ಕುಬಂದಿ ಪೂರ್ವಕ್ಕೆ ರಸ್ತೆ, ಪಶ್ಚಿಮಕ್ಕೆ ಖಾಸಗಿ ಜಮೀನು, ಉತ್ತರಕ್ಕೆ, ದಕ್ಷಿಣಕ್ಕೆ. ಪಂಚಾಯಿತಿ ಅಭಿವೃದ್ಧಿ ಅಧಿಕಾರಿ, ಗ್ರಾಮ ಪಂಚಾಯಿತಿ. (784, 1135, 912, 1176)
registration-marks (570, 1408, 630, 1418)
banu-photo-2 (794, 936, 916, 996)
abhiyana-title: ಅಭಿಯಾನ ಯಶಸ್ವಿಗೊಳಿಸಿ (678, 295, 852, 319)
box-title: ಸೌಲಭ್ಯ ಕಲ್ಪಿಸಲು ಸಹಕರಿಸಿ (684, 547, 786, 561)
ad-title: ಜಾಹೀರಾತು ಕಾರ್ಯಾಲಯ ಸೂಚನೆ (689, 1126, 753, 1132)
column-rule (196, 68, 197, 1108)
